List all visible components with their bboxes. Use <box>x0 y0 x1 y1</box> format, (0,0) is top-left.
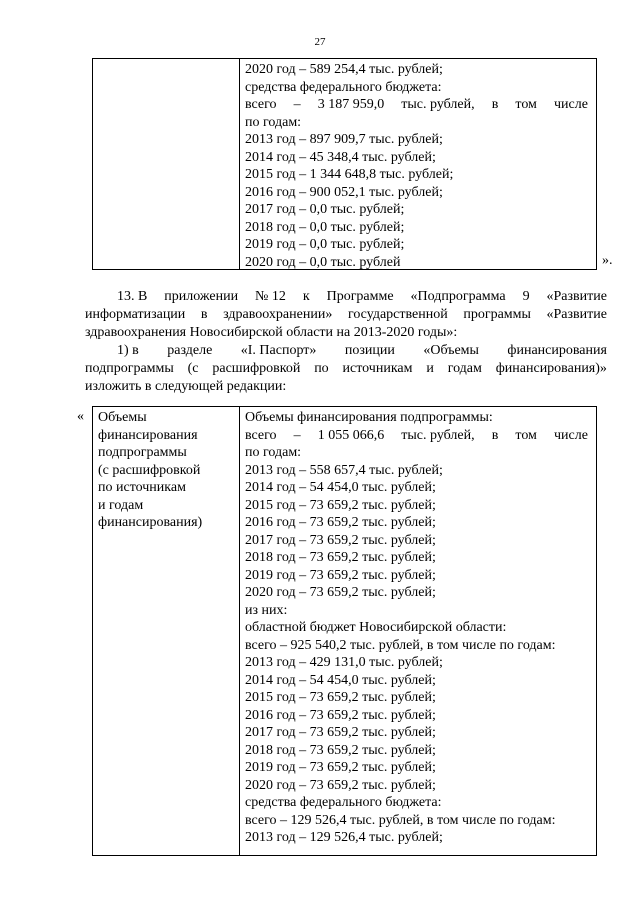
funding-table-continued <box>92 58 597 270</box>
text-line-justified: 1) в разделе «I. Паспорт» позиции «Объемы финансирования <box>117 343 607 358</box>
text-line: 2013 год – 897 909,7 тыс. рублей; <box>245 132 443 147</box>
text-line-justified: подпрограммы (с расшифровкой по источникам и годам финансирования)» <box>85 361 607 376</box>
text-line: 2020 год – 0,0 тыс. рублей <box>245 254 401 270</box>
text-line-justified: 13. В приложении № 12 к Программе «Подпрограмма 9 «Развитие <box>117 289 607 304</box>
text-line: средства федерального бюджета: <box>245 79 442 95</box>
table-right-cell <box>240 59 596 269</box>
text-line: Объемы <box>98 410 147 425</box>
text-line: всего – 925 540,2 тыс. рублей, в том числе по годам: <box>245 637 556 653</box>
text-line: по источникам <box>98 480 186 495</box>
text-line: финансирования) <box>98 515 203 530</box>
text-line: 2014 год – 45 348,4 тыс. рублей; <box>245 149 436 165</box>
text-line: 2013 год – 558 657,4 тыс. рублей; <box>245 462 443 478</box>
text-line: 2019 год – 0,0 тыс. рублей; <box>245 237 405 252</box>
text-line-justified: всего – 3 187 959,0 тыс. рублей, в том числе <box>245 97 588 112</box>
text-line: по годам: <box>245 114 302 130</box>
text-line: 2020 год – 73 659,2 тыс. рублей; <box>245 777 436 793</box>
text-line: из них: <box>245 602 288 618</box>
text-line: и годам <box>98 497 144 513</box>
text-line-justified: всего – 1 055 066,6 тыс. рублей, в том числе <box>245 427 588 443</box>
text-line: всего – 129 526,4 тыс. рублей, в том числе по годам: <box>245 812 556 828</box>
text-line: по годам: <box>245 445 302 460</box>
text-line: 2014 год – 54 454,0 тыс. рублей; <box>245 480 436 495</box>
text-line: 2013 год – 429 131,0 тыс. рублей; <box>245 655 443 670</box>
text-line: подпрограммы <box>98 445 187 460</box>
text-line: областной бюджет Новосибирской области: <box>245 620 507 635</box>
text-line: изложить в следующей редакции: <box>85 379 287 394</box>
table-left-cell <box>93 407 240 855</box>
table-left-cell <box>93 59 240 269</box>
text-line: 2017 год – 73 659,2 тыс. рублей; <box>245 725 436 740</box>
text-line: Объемы финансирования подпрограммы: <box>245 410 493 425</box>
text-line: 2018 год – 73 659,2 тыс. рублей; <box>245 742 436 758</box>
table-right-cell <box>240 407 596 855</box>
text-line: 2016 год – 73 659,2 тыс. рублей; <box>245 707 436 723</box>
text-line: 2020 год – 589 254,4 тыс. рублей; <box>245 62 443 77</box>
text-line: финансирования <box>98 427 198 443</box>
text-line: 2018 год – 0,0 тыс. рублей; <box>245 219 405 235</box>
text-line-justified: информатизации в здравоохранении» государственной программы «Развитие <box>85 307 607 322</box>
funding-table-new <box>92 406 597 856</box>
text-line: 2015 год – 1 344 648,8 тыс. рублей; <box>245 167 454 182</box>
text-line: средства федерального бюджета: <box>245 795 442 810</box>
text-line: 2016 год – 900 052,1 тыс. рублей; <box>245 184 443 200</box>
text-line: 2015 год – 73 659,2 тыс. рублей; <box>245 690 436 705</box>
page-number: 27 <box>314 36 326 48</box>
opening-quote-mark: « <box>77 409 84 424</box>
text-line: 2019 год – 73 659,2 тыс. рублей; <box>245 567 436 583</box>
paragraph-13 <box>85 288 607 342</box>
paragraph-1 <box>85 342 607 396</box>
text-line: 2015 год – 73 659,2 тыс. рублей; <box>245 497 436 513</box>
text-line: 2018 год – 73 659,2 тыс. рублей; <box>245 550 436 565</box>
text-line: 2019 год – 73 659,2 тыс. рублей; <box>245 760 436 775</box>
closing-quote-mark: ». <box>602 253 613 268</box>
text-line: здравоохранения Новосибирской области на 2013-2020 годы»: <box>85 325 458 340</box>
text-line: 2017 год – 73 659,2 тыс. рублей; <box>245 532 436 548</box>
text-line: 2013 год – 129 526,4 тыс. рублей; <box>245 830 443 845</box>
text-line: 2020 год – 73 659,2 тыс. рублей; <box>245 585 436 600</box>
text-line: 2016 год – 73 659,2 тыс. рублей; <box>245 515 436 530</box>
text-line: 2014 год – 54 454,0 тыс. рублей; <box>245 672 436 688</box>
text-line: (с расшифровкой <box>98 462 201 478</box>
text-line: 2017 год – 0,0 тыс. рублей; <box>245 202 405 217</box>
